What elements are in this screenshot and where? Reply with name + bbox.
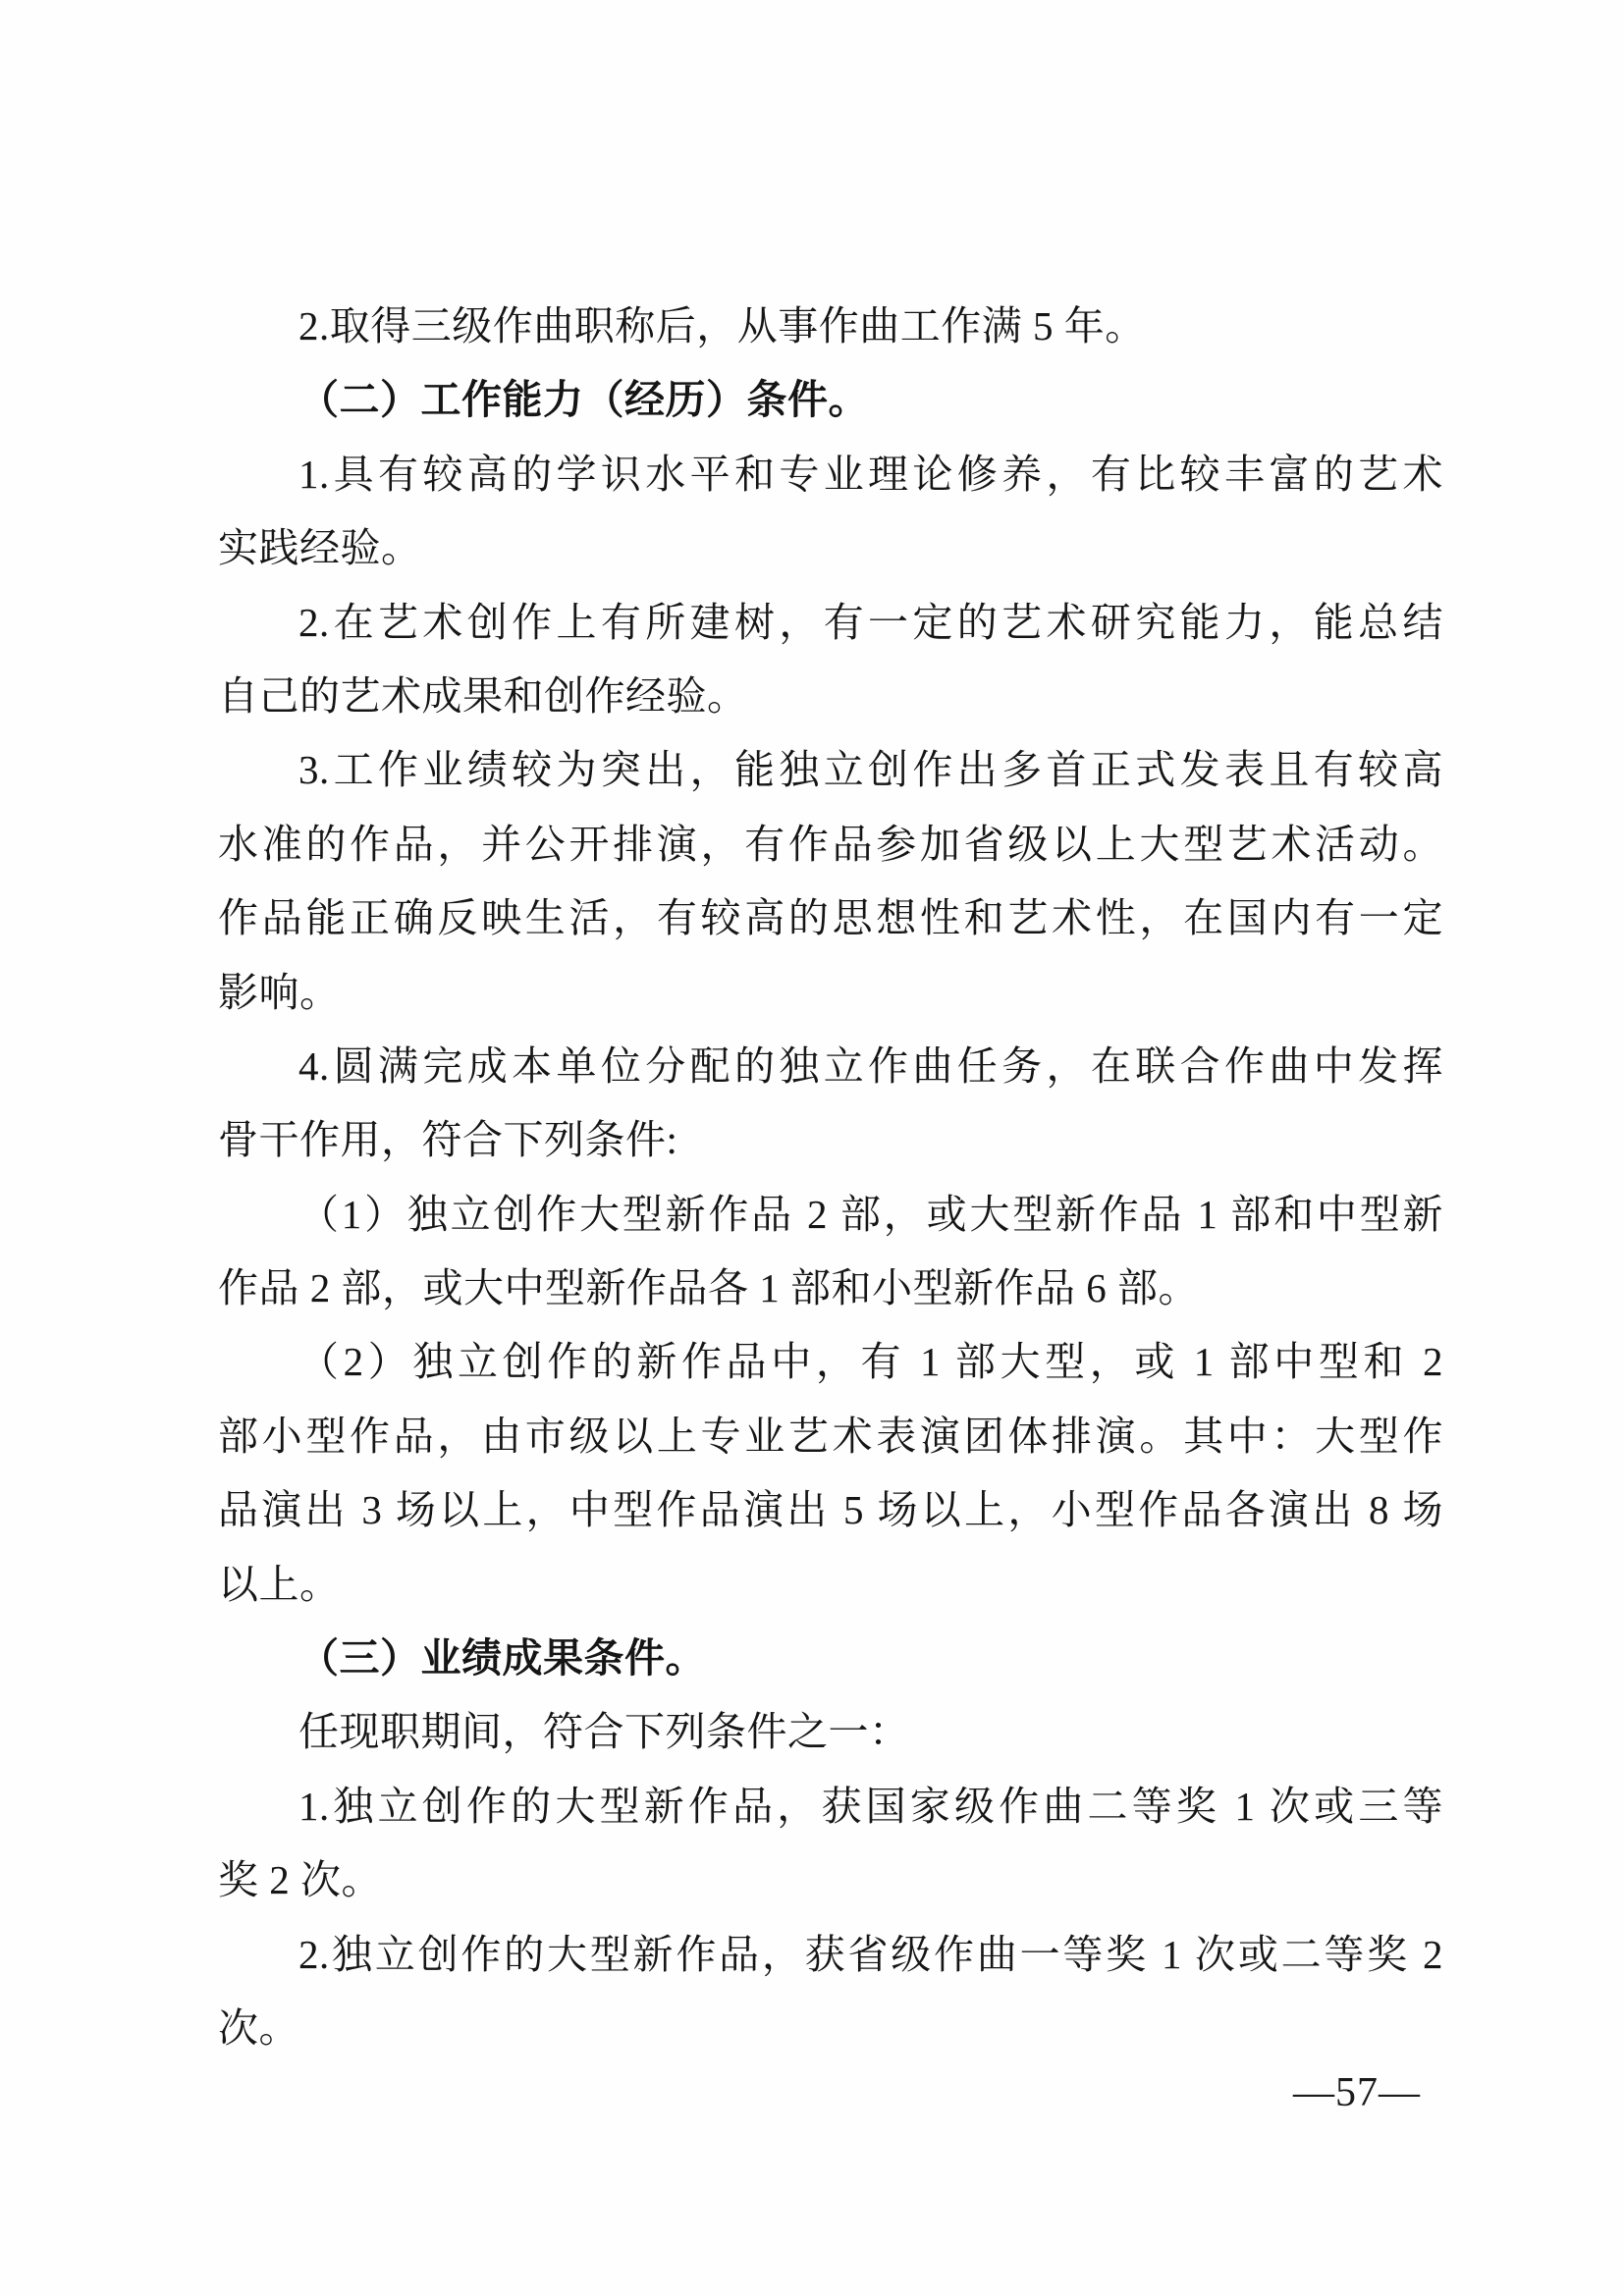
text-line: （2）独立创作的新作品中，有 1 部大型，或 1 部中型和 2 [298,1339,1443,1385]
text-line: 3.工作业绩较为突出，能独立创作出多首正式发表且有较高 [298,747,1443,793]
text-line: 作品能正确反映生活，有较高的思想性和艺术性，在国内有一定 [218,895,1443,941]
text-line: 2.独立创作的大型新作品，获省级作曲一等奖 1 次或二等奖 2 次。 [218,1931,1443,2051]
text-line: 部小型作品，由市级以上专业艺术表演团体排演。其中：大型作 [218,1413,1443,1459]
text-line: 以上。 [218,1561,341,1607]
text-line: 自己的艺术成果和创作经验。 [218,672,748,719]
text-line: 影响。 [218,969,341,1015]
text-line: 2.取得三级作曲职称后，从事作曲工作满 5 年。 [298,303,1146,348]
text-line: 骨干作用，符合下列条件: [218,1117,678,1163]
text-line: 任现职期间，符合下列条件之一： [298,1709,910,1755]
text-line: 4.圆满完成本单位分配的独立作曲任务，在联合作曲中发挥 [298,1042,1443,1089]
text-line: 水准的作品，并公开排演，有作品参加省级以上大型艺术活动。 [218,821,1443,867]
text-block [218,290,1443,2051]
text-line: 1.具有较高的学识水平和专业理论修养，有比较丰富的艺术 [298,451,1443,497]
text-line: 奖 2 次。 [218,1857,382,1903]
heading-line: （二）工作能力（经历）条件。 [298,377,869,423]
text-line: 1.独立创作的大型新作品，获国家级作曲二等奖 1 次或三等 [298,1783,1443,1829]
text-line: 2.在艺术创作上有所建树，有一定的艺术研究能力，能总结 [298,599,1443,645]
text-line: 实践经验。 [218,525,422,571]
text-line: 品演出 3 场以上，中型作品演出 5 场以上，小型作品各演出 8 场 [218,1487,1443,1533]
page-number: —57— [1293,2070,1421,2115]
text-line: 作品 2 部，或大中型新作品各 1 部和小型新作品 6 部。 [218,1265,1199,1311]
heading-line: （三）业绩成果条件。 [298,1635,706,1682]
text-line: （1）独立创作大型新作品 2 部，或大型新作品 1 部和中型新 [298,1191,1443,1237]
